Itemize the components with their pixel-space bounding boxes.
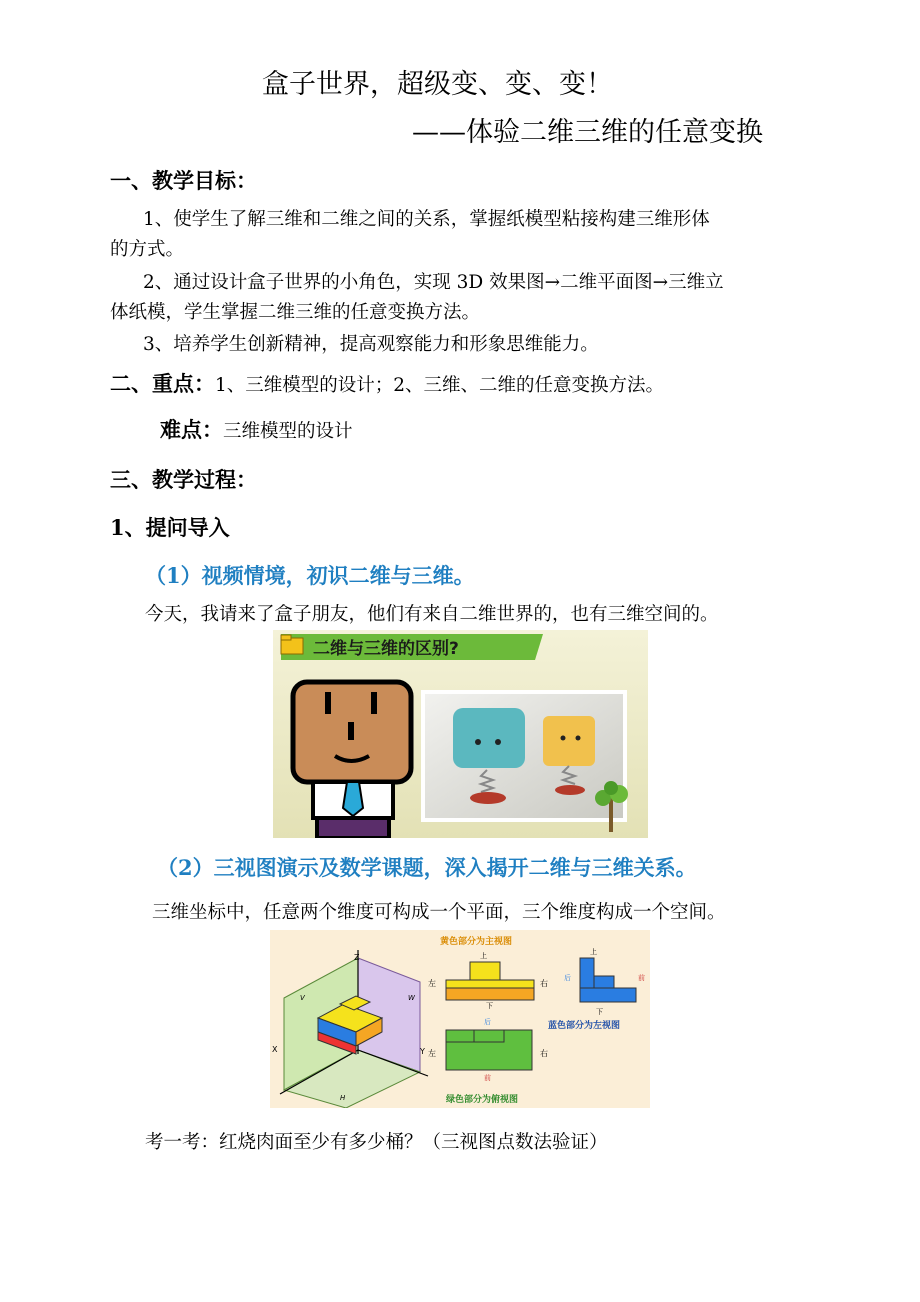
axis-z-label: Z [354, 953, 360, 962]
blue-caption: 蓝色部分为左视图 [548, 1021, 621, 1031]
part1-heading: （1）视频情境，初识二维与三维。 [145, 563, 475, 588]
top-view-left: 左 [428, 1049, 436, 1058]
green-caption: 绿色部分为俯视图 [446, 1095, 519, 1105]
section1-heading: 一、教学目标： [110, 168, 257, 193]
question-text: 考一考：红烧肉面至少有多少桶？（三视图点数法验证） [145, 1132, 608, 1153]
banner-text: 二维与三维的区别? [313, 639, 459, 659]
side-view-up: 上 [590, 948, 597, 956]
objective-line-5: 3、培养学生创新精神，提高观察能力和形象思维能力。 [143, 334, 599, 355]
front-view-up: 上 [480, 952, 487, 960]
figure-2d-vs-3d [273, 630, 648, 838]
figure-three-views [270, 930, 650, 1108]
axis-y-label: Y [420, 1047, 425, 1056]
yellow-caption: 黄色部分为主视图 [440, 937, 513, 947]
front-view-right: 右 [540, 979, 548, 988]
objective-line-2: 的方式。 [110, 239, 185, 260]
objective-line-1: 1、使学生了解三维和二维之间的关系，掌握纸模型粘接构建三维形体 [143, 209, 710, 230]
key-points-line [110, 368, 664, 398]
front-view-left: 左 [428, 979, 436, 988]
section3-heading: 三、教学过程： [110, 467, 257, 492]
side-view-front: 前 [638, 974, 645, 982]
front-view-down: 下 [486, 1002, 493, 1010]
objective-line-4: 体纸模，学生掌握二维三维的任意变换方法。 [110, 302, 481, 323]
difficulty-line [160, 414, 353, 444]
figure-three-views-art [270, 930, 650, 1108]
top-view-front: 前 [484, 1074, 491, 1082]
top-view-back: 后 [484, 1018, 491, 1026]
part1-text: 今天，我请来了盒子朋友，他们有来自二维世界的，也有三维空间的。 [145, 604, 719, 625]
difficulty-label: 难点： [160, 417, 223, 442]
part2-text: 三维坐标中，任意两个维度可构成一个平面，三个维度构成一个空间。 [152, 902, 726, 923]
document-title: 盒子世界，超级变、变、变！ [262, 69, 613, 100]
top-view-right: 右 [540, 1049, 548, 1058]
subsection-heading: 1、提问导入 [110, 515, 230, 540]
photo-3d-boxes [423, 692, 625, 820]
side-view-down: 下 [596, 1008, 603, 1016]
face-w-label: W [408, 994, 415, 1002]
part2-heading: （2）三视图演示及数学课题，深入揭开二维与三维关系。 [157, 855, 697, 880]
figure-2d-vs-3d-art [273, 630, 648, 838]
folder-icon [281, 635, 303, 654]
face-v-label: V [300, 994, 305, 1002]
document-subtitle: ——体验二维三维的任意变换 [412, 117, 763, 148]
objective-line-3: 2、通过设计盒子世界的小角色，实现 3D 效果图→二维平面图→三维立 [143, 272, 724, 293]
key-points-text: 1、三维模型的设计；2、三维、二维的任意变换方法。 [215, 375, 665, 396]
difficulty-text: 三维模型的设计 [223, 421, 353, 442]
face-h-label: H [340, 1094, 346, 1102]
section2-heading: 二、重点： [110, 371, 215, 396]
axis-x-label: X [272, 1045, 278, 1054]
side-view-back: 后 [564, 974, 571, 982]
